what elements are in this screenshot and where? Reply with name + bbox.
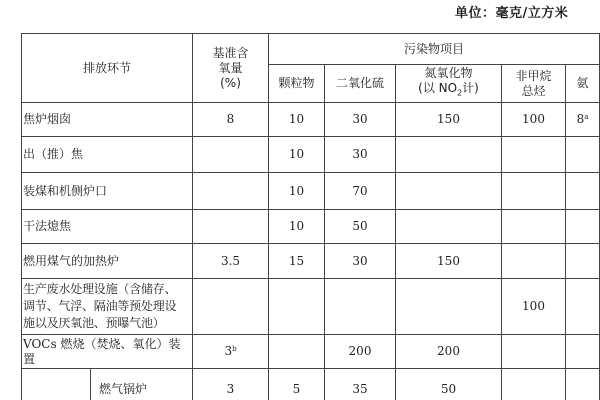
cell-stage (22, 369, 193, 400)
cell-stage: 燃用煤气的加热炉 (22, 244, 193, 279)
cell-oxygen (193, 137, 269, 173)
cell-stage-label: 燃气锅炉 (99, 381, 148, 396)
footnote-marker: a (584, 113, 589, 121)
header-oxygen (193, 34, 269, 103)
cell-oxygen: 3.5 (193, 244, 269, 279)
cell-stage-line1: 生产废水处理设施（含储存、 (23, 282, 177, 296)
cell-nox: 200 (396, 335, 502, 369)
table-row (22, 369, 600, 400)
cell-stage-group-column (22, 369, 91, 400)
table-row (22, 279, 600, 335)
cell-nmhc: 100 (502, 103, 566, 137)
cell-oxygen (193, 335, 269, 369)
header-nmhc-line1: 非甲烷 (515, 68, 552, 83)
cell-ammonia (566, 335, 600, 369)
cell-so2 (325, 279, 396, 335)
cell-ammonia (566, 173, 600, 210)
cell-particulate: 5 (269, 369, 325, 400)
cell-so2: 30 (325, 244, 396, 279)
cell-ammonia-value: 8 (576, 112, 585, 126)
cell-stage (22, 279, 193, 335)
header-stage: 排放环节 (22, 34, 193, 103)
header-oxygen-line2: 氧量 (218, 60, 243, 75)
header-oxygen-line3: (%) (220, 75, 241, 90)
cell-stage: 出（推）焦 (22, 137, 193, 173)
cell-particulate (269, 279, 325, 335)
cell-stage: 焦炉烟囱 (22, 103, 193, 137)
cell-so2: 200 (325, 335, 396, 369)
table-row (22, 137, 600, 173)
cell-ammonia (566, 137, 600, 173)
cell-nox: 150 (396, 103, 502, 137)
cell-nmhc (502, 335, 566, 369)
header-nox-prefix: (以 NO (418, 81, 458, 96)
cell-ammonia (566, 103, 600, 137)
cell-nox: 50 (396, 369, 502, 400)
cell-nmhc (502, 173, 566, 210)
cell-nox (396, 137, 502, 173)
header-nox (396, 65, 502, 103)
header-nox-line1: 氮氧化物 (424, 66, 473, 81)
footnote-marker: b (232, 345, 237, 353)
cell-ammonia (566, 369, 600, 400)
table-row (22, 103, 600, 137)
cell-particulate: 15 (269, 244, 325, 279)
cell-particulate: 10 (269, 103, 325, 137)
table-row (22, 173, 600, 210)
cell-oxygen: 3 (193, 369, 269, 400)
cell-ammonia (566, 279, 600, 335)
header-nox-sub: 2 (457, 88, 463, 98)
cell-stage: 装煤和机侧炉口 (22, 173, 193, 210)
table-row (22, 210, 600, 244)
cell-so2: 35 (325, 369, 396, 400)
cell-nmhc (502, 369, 566, 400)
cell-so2: 50 (325, 210, 396, 244)
cell-nox (396, 210, 502, 244)
cell-nox: 150 (396, 244, 502, 279)
cell-particulate: 10 (269, 137, 325, 173)
cell-particulate: 10 (269, 173, 325, 210)
header-oxygen-line1: 基准含 (212, 45, 249, 60)
cell-oxygen: 8 (193, 103, 269, 137)
cell-nmhc (502, 244, 566, 279)
cell-ammonia (566, 210, 600, 244)
cell-oxygen (193, 210, 269, 244)
header-nmhc (502, 65, 566, 103)
header-particulate: 颗粒物 (269, 65, 325, 103)
cell-particulate: 10 (269, 210, 325, 244)
emission-limits-table (21, 33, 600, 400)
header-nox-suffix: 计) (462, 81, 479, 96)
header-pollutant-group: 污染物项目 (269, 34, 600, 65)
header-nox-line2 (396, 81, 501, 100)
header-nmhc-line2: 总烃 (521, 83, 546, 98)
unit-label: 单位：毫克/立方米 (455, 6, 569, 21)
cell-nmhc: 100 (502, 279, 566, 335)
cell-stage: VOCs 燃烧（焚烧、氧化）装置 (22, 335, 193, 369)
cell-stage-line3: 施以及厌氧池、预曝气池） (23, 316, 165, 330)
header-so2: 二氧化硫 (325, 65, 396, 103)
header-row-1 (22, 34, 600, 65)
cell-stage-line2: 调节、气浮、隔油等预处理设 (23, 299, 177, 313)
cell-nmhc (502, 210, 566, 244)
cell-so2: 30 (325, 103, 396, 137)
cell-so2: 30 (325, 137, 396, 173)
table-row (22, 335, 600, 369)
cell-stage: 干法熄焦 (22, 210, 193, 244)
cell-ammonia (566, 244, 600, 279)
cell-oxygen (193, 279, 269, 335)
cell-oxygen-value: 3 (224, 344, 233, 358)
table-row (22, 244, 600, 279)
header-ammonia: 氨 (566, 65, 600, 103)
cell-nox (396, 173, 502, 210)
cell-particulate (269, 335, 325, 369)
cell-oxygen (193, 173, 269, 210)
cell-nmhc (502, 137, 566, 173)
cell-so2: 70 (325, 173, 396, 210)
cell-nox (396, 279, 502, 335)
